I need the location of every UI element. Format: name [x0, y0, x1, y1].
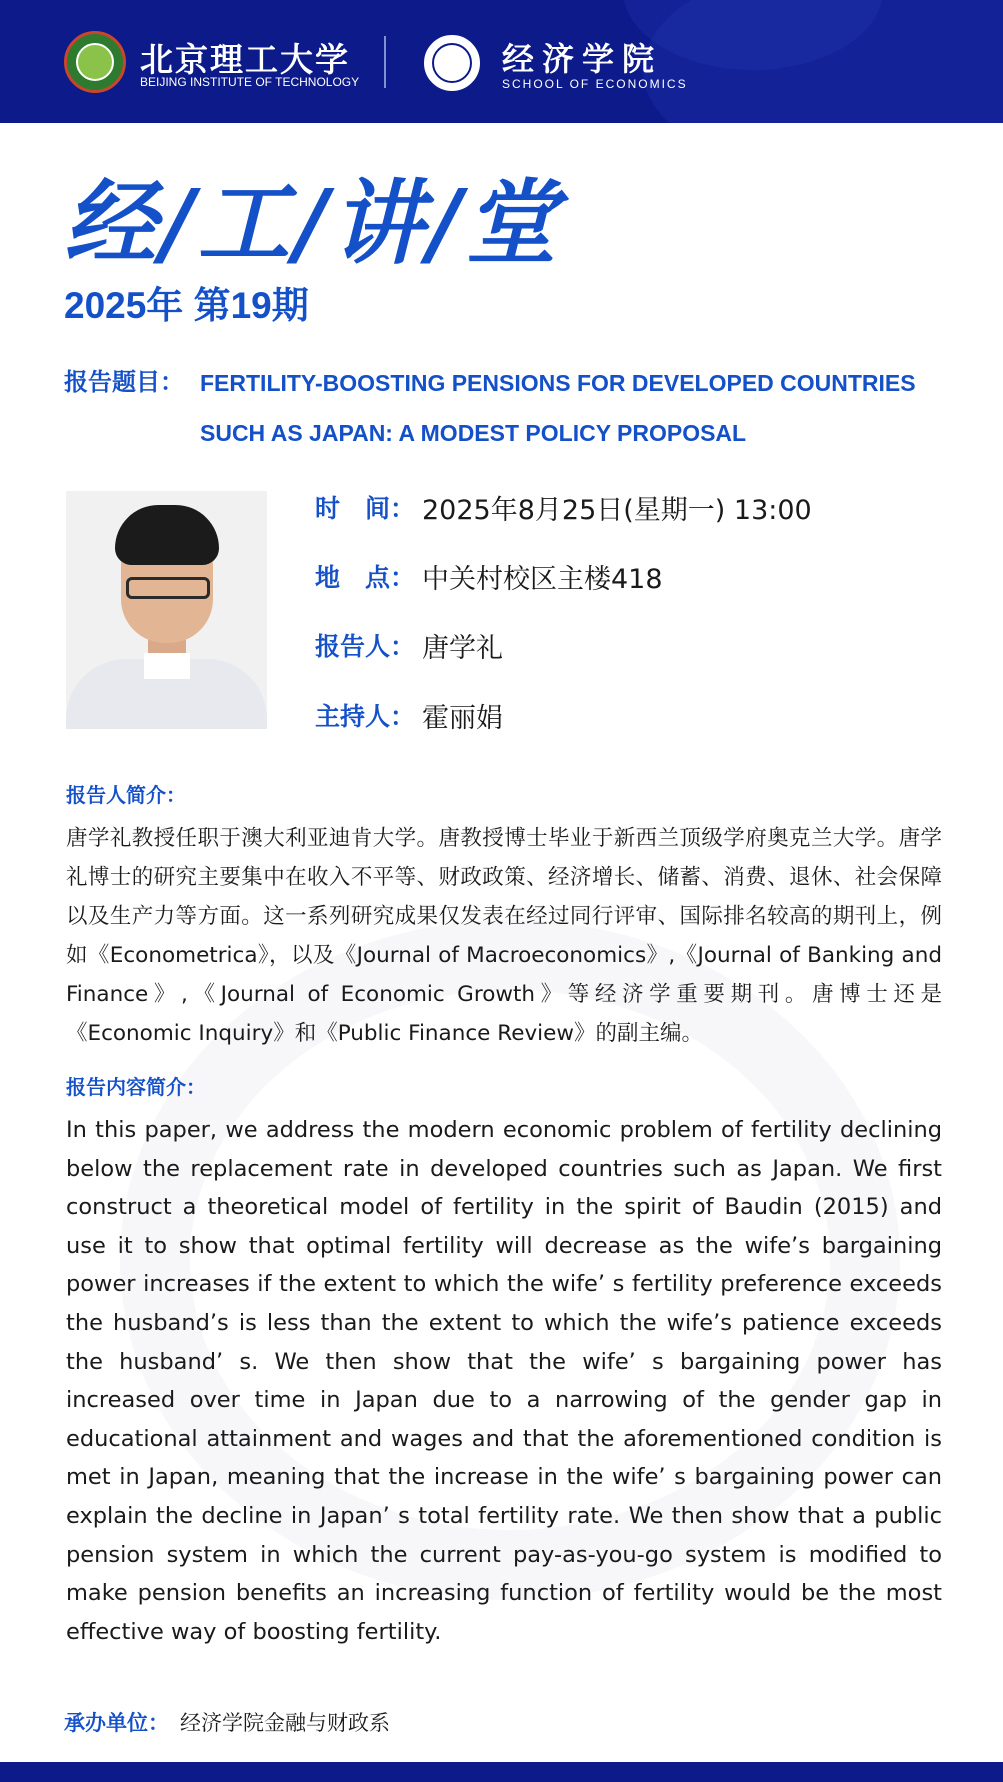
bio-section-title: 报告人简介： [66, 783, 186, 807]
speaker-photo [66, 491, 267, 729]
school-name-en: SCHOOL OF ECONOMICS [502, 77, 688, 91]
speaker-bio: 唐学礼教授任职于澳大利亚迪肯大学。唐教授博士毕业于新西兰顶级学府奥克兰大学。唐学礼博士的研究主要集中在收入不平等、财政政策、经济增长、储蓄、消费、退休、社会保障以及生产力等方面。这一系列研究成果仅发表在经过同行评审、国际排名较高的期刊上，例如《Econometrica》，以及《Journal of Macroeconomics》,《Journal of Banking and Finance》,《Journal of Economic Growth》等经济学重要期刊。唐博士还是《Economic Inquiry》和《Public Finance Review》的副主编。 [66, 826, 942, 1046]
host-label: 主持人： [315, 702, 416, 731]
time-value: 2025年8月25日(星期一) 13:00 [422, 494, 812, 526]
info-speaker [315, 620, 503, 670]
header-banner [0, 0, 1003, 123]
info-time [315, 482, 812, 532]
topic-title: FERTILITY-BOOSTING PENSIONS FOR DEVELOPED COUNTRIES SUCH AS JAPAN: A MODEST POLICY PROPOSAL [200, 370, 916, 446]
footer-bar [0, 1762, 1003, 1782]
info-place [315, 551, 663, 601]
info-host [315, 690, 503, 740]
header-divider [384, 36, 386, 88]
university-name-en: BEIJING INSTITUTE OF TECHNOLOGY [140, 75, 360, 89]
university-name-cn: 北京理工大学 [140, 40, 350, 79]
abstract-text: In this paper, we address the modern economic problem of fertility declining below the replacement rate in developed countries such as Japan. We first construct a theoretical model of fertility in the spirit of Baudin (2015) and use it to show that optimal fertility will decrease as the wife’s bargaining power increases if the extent to which the wife’ s fertility preference exceeds the husband’s is less than the extent to which the wife’s patience exceeds the husband’ s. We then show that the wife’ s bargaining power has increased over time in Japan due to a narrowing of the gender gap in educational attainment and wages and that the aforementioned condition is met in Japan, meaning that the increase in the wife’ s bargaining power can explain the decline in Japan’ s total fertility rate. We then show that a public pension system in which the current pay-as-you-go system is modified to make pension benefits an increasing function of fertility would be the most effective way of boosting fertility. [66, 1117, 942, 1645]
organizer-label: 承办单位： [64, 1711, 169, 1735]
speaker-label: 报告人： [315, 632, 416, 661]
abstract-section-title: 报告内容简介： [66, 1075, 206, 1099]
series-title: 经/工/讲/堂 [64, 169, 561, 277]
host-value: 霍丽娟 [422, 702, 503, 734]
issue-number: 2025年 第19期 [64, 285, 309, 326]
topic-label: 报告题目： [64, 368, 184, 396]
time-label: 时 间： [315, 494, 416, 523]
school-name-cn: 经济学院 [502, 40, 663, 78]
speaker-value: 唐学礼 [422, 632, 503, 664]
soe-logo-icon [421, 32, 483, 94]
place-label: 地 点： [315, 563, 416, 592]
bit-logo-icon [64, 31, 126, 93]
place-value: 中关村校区主楼418 [422, 563, 663, 595]
organizer-value: 经济学院金融与财政系 [180, 1711, 390, 1735]
